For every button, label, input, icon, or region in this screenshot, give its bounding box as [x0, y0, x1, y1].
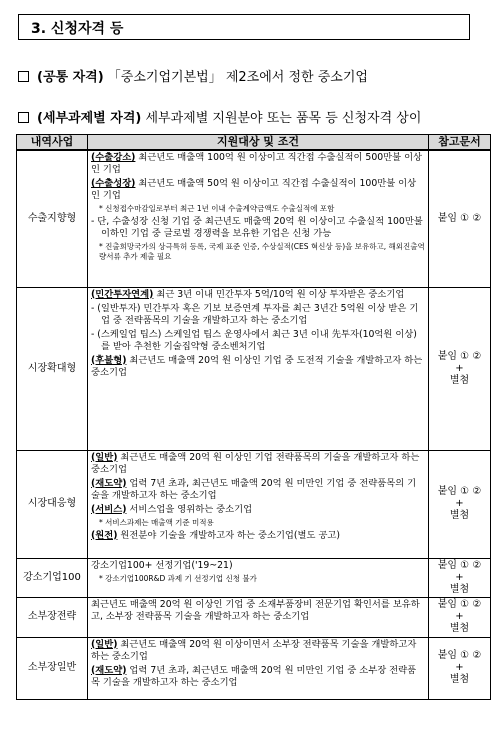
condition-item [91, 530, 425, 542]
reference-line: + [455, 571, 464, 583]
reference-line: + [455, 498, 464, 509]
row-reference [429, 597, 491, 637]
condition-tag: (일반) [91, 451, 118, 463]
reference-line: 붙임 ① ② [437, 599, 482, 610]
row-reference [429, 450, 491, 558]
condition-tag: (수출강소) [91, 152, 136, 163]
condition-text: 최근년도 매출액 20억 원 이상인 기업 전략품목의 기술을 개발하고자 하는 중소기업 [91, 451, 420, 475]
condition-item [91, 452, 425, 476]
condition-tag: (서비스) [91, 503, 127, 515]
criteria-text: 세부과제별 지원분야 또는 품목 등 신청자격 상이 [141, 111, 422, 126]
header-category: 내역사업 [17, 135, 88, 151]
condition-text: 최근년도 매출액 20억 원 이상이면서 소부장 전략품목 기술을 개발하고자 하는 중소기업 [91, 638, 417, 662]
condition-text: 원전분야 기술을 개발하고자 하는 중소기업(별도 공고) [117, 529, 341, 541]
row-category: 소부장전략 [17, 597, 88, 637]
table-row [17, 450, 491, 558]
condition-note: * 강소기업100R&D 과제 기 선정기업 신청 불가 [99, 573, 257, 583]
condition-item [91, 289, 425, 301]
condition-note: * 서비스과제는 매출액 기준 미적용 [99, 517, 214, 527]
row-reference [429, 558, 491, 597]
reference-line: 별첨 [449, 623, 470, 634]
condition-sub-item: - (일반투자) 민간투자 혹은 기보 보증연계 투자를 최근 3년간 5억원 이상 받은 기업 중 전략품목의 기술을 개발하고자 하는 중소기업 [91, 302, 419, 326]
row-reference [429, 287, 491, 450]
reference-line: 붙임 ① ② [437, 212, 482, 224]
condition-item [91, 504, 425, 516]
condition-tag: (후불형) [91, 354, 127, 366]
condition-text: 서비스업을 영위하는 중소기업 [126, 503, 253, 515]
condition-text: 강소기업100+ 선정기업('19~21) [91, 559, 233, 571]
checkbox-icon [18, 112, 29, 123]
row-conditions [88, 450, 429, 558]
reference-line: 별첨 [449, 374, 470, 386]
condition-item [91, 599, 425, 623]
row-conditions [88, 287, 429, 450]
condition-sub-item: - (스케일업 팁스) 스케일업 팁스 운영사에서 최근 3년 이내 先투자(10억원 이상)를 받아 추천한 기술집약형 중소벤처기업 [91, 328, 417, 352]
condition-item [91, 355, 425, 379]
condition-item [91, 665, 425, 689]
table-header-row [17, 135, 491, 151]
condition-text: 최근 3년 이내 민간투자 5억/10억 원 이상 투자받은 중소기업 [153, 288, 405, 300]
condition-tag: (민간투자연계) [91, 288, 154, 300]
reference-line: 붙임 ① ② [437, 350, 482, 362]
row-category: 시장확대형 [17, 287, 88, 450]
condition-item [91, 560, 425, 572]
condition-text: 최근년도 매출액 100억 원 이상이고 직간접 수출실적이 500만불 이상인 기업 [91, 152, 423, 175]
row-category: 강소기업100 [17, 558, 88, 597]
condition-text: 최근년도 매출액 50억 원 이상이고 직간접 수출실적이 100만불 이상인 기업 [91, 178, 417, 201]
detail-criteria [18, 107, 421, 126]
reference-line: + [455, 611, 464, 622]
condition-tag: (일반) [91, 638, 118, 650]
section-title-box [18, 14, 470, 40]
row-conditions [88, 637, 429, 699]
row-reference [429, 637, 491, 699]
table-row [17, 150, 491, 287]
criteria-label: (세부과제별 자격) [37, 111, 142, 126]
reference-line: 별첨 [449, 583, 470, 595]
condition-tag: (원전) [91, 529, 118, 541]
row-category: 소부장일반 [17, 637, 88, 699]
condition-note: * 진출희망국가의 상극특허 등록, 국제 표준 인증, 수상실적(CES 혁신상 등)을 보유하고, 해외진출역량서류 추가 제출 필요 [99, 242, 425, 261]
reference-line: + [455, 662, 464, 673]
condition-text: 업력 7년 초과, 최근년도 매출액 20억 원 미만인 기업 중 전략품목의 기술을 개발하고자 하는 중소기업 [91, 477, 417, 501]
row-category: 시장대응형 [17, 450, 88, 558]
condition-item [91, 639, 425, 663]
checkbox-icon [18, 71, 29, 82]
condition-text: 최근년도 매출액 20억 원 이상인 기업 중 소재부품장비 전문기업 확인서를 보유하고, 소부장 전략품목 기술을 개발하고자 하는 중소기업 [91, 598, 420, 622]
eligibility-table [16, 134, 491, 700]
condition-item [91, 478, 425, 502]
row-reference [429, 150, 491, 287]
row-conditions [88, 558, 429, 597]
condition-note: * 신청접수마감일로부터 최근 1년 이내 수출계약금액도 수출실적에 포함 [99, 204, 335, 213]
common-criteria [18, 66, 368, 85]
row-conditions [88, 150, 429, 287]
condition-sub-item: - 단, 수출성장 신청 기업 중 최근년도 매출액 20억 원 이상이고 수출실적 100만불 이하인 기업 중 글로벌 경쟁력을 보유한 기업은 신청 가능 [91, 216, 423, 239]
row-conditions [88, 597, 429, 637]
table-row [17, 287, 491, 450]
condition-text: 업력 7년 초과, 최근년도 매출액 20억 원 미만인 기업 중 소부장 전략품목 기술을 개발하고자 하는 중소기업 [91, 664, 417, 688]
condition-tag: (재도약) [91, 477, 127, 489]
table-row [17, 558, 491, 597]
reference-line: 붙임 ① ② [437, 650, 482, 661]
table-row [17, 637, 491, 699]
criteria-text: 「중소기업기본법」 제2조에서 정한 중소기업 [103, 70, 368, 85]
table-row [17, 597, 491, 637]
reference-line: + [455, 362, 464, 374]
reference-line: 붙임 ① ② [437, 486, 482, 497]
row-category: 수출지향형 [17, 150, 88, 287]
condition-text: 최근년도 매출액 20억 원 이상인 기업 중 도전적 기술을 개발하고자 하는 중소기업 [91, 354, 423, 378]
condition-item [91, 152, 425, 176]
condition-tag: (수출성장) [91, 178, 136, 189]
header-conditions: 지원대상 및 조건 [88, 135, 429, 151]
condition-tag: (재도약) [91, 664, 127, 676]
header-reference: 참고문서 [429, 135, 491, 151]
condition-item [91, 178, 425, 202]
criteria-label: (공통 자격) [37, 70, 104, 85]
reference-line: 별첨 [449, 674, 470, 685]
reference-line: 별첨 [449, 510, 470, 521]
reference-line: 붙임 ① ② [437, 559, 482, 571]
section-title: 3. 신청자격 등 [31, 21, 124, 37]
